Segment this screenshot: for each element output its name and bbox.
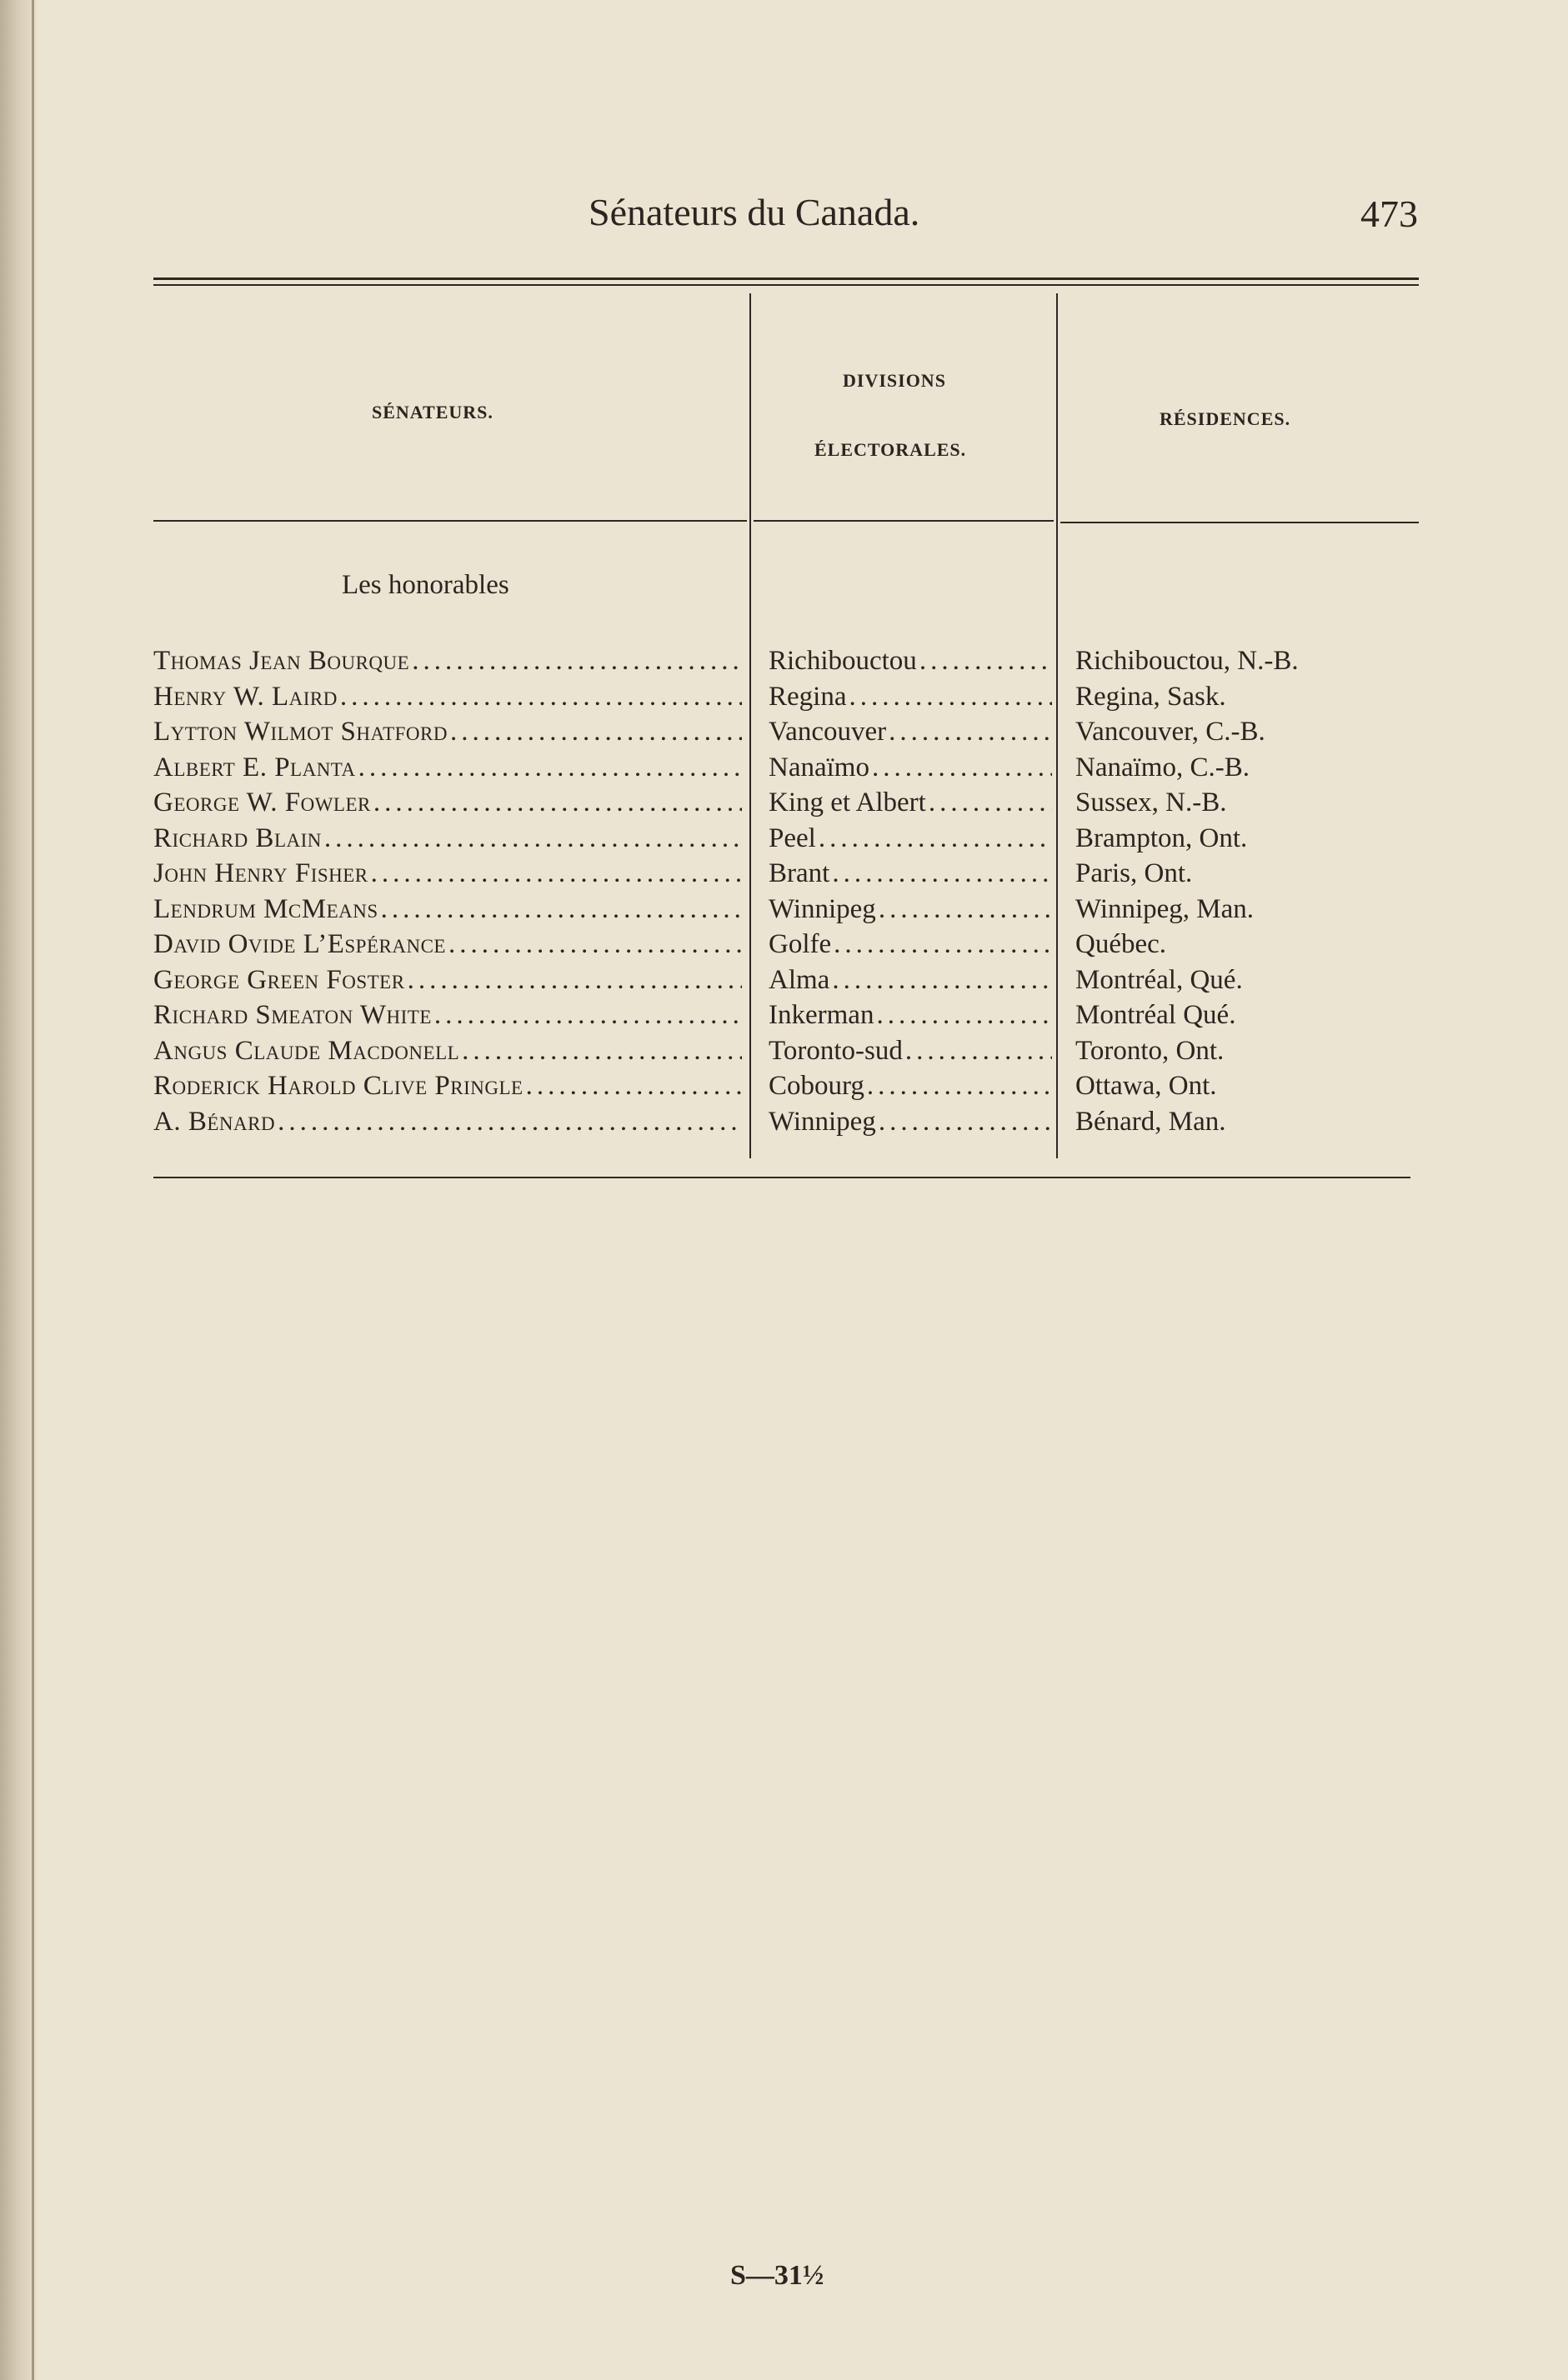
residence: Paris, Ont. [1075, 858, 1193, 888]
senator-name: George Green Foster [153, 965, 405, 995]
senator-name: Henry W. Laird [153, 682, 338, 712]
dot-leader [340, 679, 742, 714]
column-header-senateurs: SÉNATEURS. [372, 402, 493, 422]
dot-leader [434, 998, 742, 1032]
electoral-division: Regina [769, 682, 847, 712]
table-row [0, 643, 1568, 678]
residence: Bénard, Man. [1075, 1107, 1226, 1137]
senator-name: Lendrum McMeans [153, 894, 378, 924]
dot-leader [448, 927, 742, 962]
electoral-division: Vancouver [769, 717, 887, 747]
binding-edge [32, 0, 34, 2380]
electoral-division: Brant [769, 858, 830, 888]
table-row [0, 998, 1568, 1032]
electoral-division: Nanaïmo [769, 752, 869, 782]
senator-name: Angus Claude Macdonell [153, 1036, 460, 1066]
table-row [0, 785, 1568, 820]
electoral-division: Golfe [769, 929, 832, 959]
residence: Richibouctou, N.-B. [1075, 646, 1299, 676]
dot-leader [371, 856, 742, 891]
top-rule-upper [153, 278, 1419, 280]
senator-name: A. Bénard [153, 1107, 276, 1137]
table-row [0, 1068, 1568, 1103]
top-rule-lower [153, 284, 1419, 286]
table-row [0, 962, 1568, 998]
electoral-division: Peel [769, 823, 816, 853]
senator-name: Albert E. Planta [153, 752, 356, 782]
dot-leader [373, 785, 742, 820]
running-title: Sénateurs du Canada. [589, 191, 920, 233]
dot-leader [832, 962, 1052, 998]
table-row [0, 1033, 1568, 1068]
residence: Winnipeg, Man. [1075, 894, 1255, 924]
electoral-division: King et Albert [769, 788, 926, 818]
table-row [0, 821, 1568, 856]
senator-name: David Ovide L’Espérance [153, 929, 446, 959]
dot-leader [919, 643, 1052, 678]
signature-mark: S—31½ [730, 2260, 824, 2291]
electoral-division: Inkerman [769, 1000, 874, 1030]
residence: Toronto, Ont. [1075, 1036, 1225, 1066]
column-header-divisions-line1: DIVISIONS [843, 370, 946, 391]
table-row [0, 714, 1568, 749]
dot-leader [834, 927, 1052, 962]
senator-name: Lytton Wilmot Shatford [153, 717, 448, 747]
table-row [0, 892, 1568, 927]
dot-leader [819, 821, 1052, 856]
electoral-division: Winnipeg [769, 1107, 876, 1137]
dot-leader [872, 750, 1052, 785]
dot-leader [876, 998, 1052, 1032]
table-row [0, 856, 1568, 891]
table-row [0, 1104, 1568, 1139]
dot-leader [462, 1033, 742, 1068]
header-rule-divisions [754, 520, 1054, 522]
residence: Regina, Sask. [1075, 682, 1226, 712]
table-row [0, 750, 1568, 785]
senator-name: George W. Fowler [153, 788, 371, 818]
dot-leader [278, 1104, 742, 1139]
dot-leader [412, 643, 742, 678]
dot-leader [929, 785, 1052, 820]
dot-leader [849, 679, 1052, 714]
dot-leader [408, 962, 742, 998]
residence: Québec. [1075, 929, 1167, 959]
residence: Montréal Qué. [1075, 1000, 1236, 1030]
dot-leader [879, 1104, 1052, 1139]
header-rule-residences [1060, 522, 1419, 523]
bottom-rule [153, 1177, 1410, 1178]
electoral-division: Alma [769, 965, 830, 995]
header-rule-senateurs [153, 520, 747, 522]
residence: Brampton, Ont. [1075, 823, 1248, 853]
dot-leader [832, 856, 1052, 891]
dot-leader [358, 750, 742, 785]
dot-leader [526, 1068, 742, 1103]
dot-leader [381, 892, 742, 927]
electoral-division: Winnipeg [769, 894, 876, 924]
residence: Ottawa, Ont. [1075, 1071, 1217, 1101]
senator-name: Thomas Jean Bourque [153, 646, 410, 676]
table-row [0, 927, 1568, 962]
column-header-residences: RÉSIDENCES. [1160, 408, 1291, 429]
dot-leader [889, 714, 1052, 749]
senator-name: Roderick Harold Clive Pringle [153, 1071, 524, 1101]
dot-leader [450, 714, 742, 749]
residence: Nanaïmo, C.-B. [1075, 752, 1250, 782]
residence: Sussex, N.-B. [1075, 788, 1227, 818]
electoral-division: Toronto-sud [769, 1036, 903, 1066]
subheading-les-honorables: Les honorables [342, 570, 509, 600]
dot-leader [905, 1033, 1052, 1068]
column-header-divisions-line2: ÉLECTORALES. [814, 439, 967, 460]
residence: Montréal, Qué. [1075, 965, 1243, 995]
senator-name: Richard Smeaton White [153, 1000, 432, 1030]
senator-name: John Henry Fisher [153, 858, 368, 888]
dot-leader [867, 1068, 1052, 1103]
page-number: 473 [1360, 192, 1418, 235]
dot-leader [324, 821, 742, 856]
table-row [0, 679, 1568, 714]
residence: Vancouver, C.-B. [1075, 717, 1265, 747]
electoral-division: Richibouctou [769, 646, 917, 676]
dot-leader [879, 892, 1052, 927]
senator-name: Richard Blain [153, 823, 322, 853]
electoral-division: Cobourg [769, 1071, 864, 1101]
